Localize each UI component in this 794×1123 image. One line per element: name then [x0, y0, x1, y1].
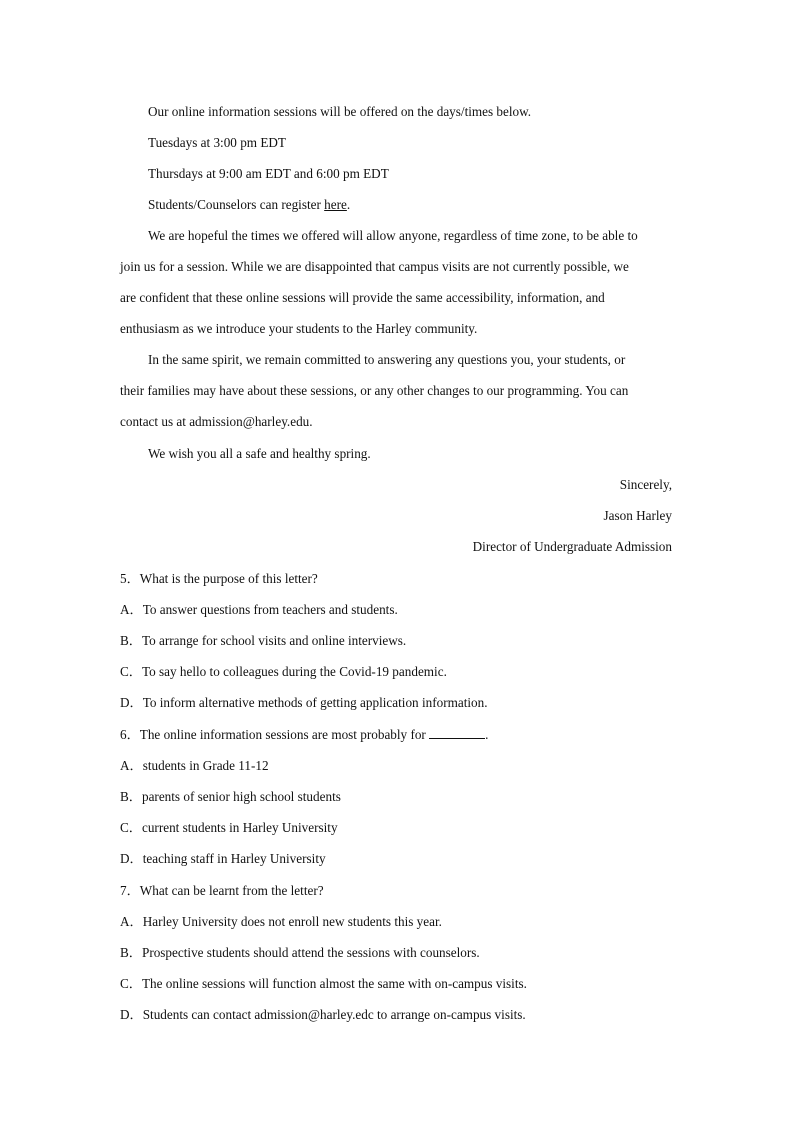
question-5-option-a: A．To answer questions from teachers and students. — [120, 602, 398, 617]
question-6-stem-end: . — [485, 727, 489, 742]
question-5-stem: 5．What is the purpose of this letter? — [120, 571, 318, 586]
answer-blank — [429, 726, 485, 739]
question-7-option-c: C．The online sessions will function almost the same with on-campus visits. — [120, 976, 527, 991]
paragraph-1-line-3: are confident that these online sessions will provide the same accessibility, information, and — [120, 290, 605, 305]
question-5-option-d: D．To inform alternative methods of getting application information. — [120, 695, 488, 710]
question-5-option-b: B．To arrange for school visits and online interviews. — [120, 633, 407, 648]
register-link[interactable]: here — [324, 197, 347, 212]
paragraph-2-line-1: In the same spirit, we remain committed to answering any questions you, your students, or — [148, 352, 626, 367]
sign-off: Sincerely, — [619, 477, 672, 492]
question-6-line — [120, 726, 672, 744]
schedule-tuesday: Tuesdays at 3:00 pm EDT — [148, 135, 286, 150]
question-7-option-b: B．Prospective students should attend the sessions with counselors. — [120, 945, 480, 960]
question-5-option-c: C．To say hello to colleagues during the Covid-19 pandemic. — [120, 664, 447, 679]
question-6-option-c: C．current students in Harley University — [120, 820, 338, 835]
letter-intro: Our online information sessions will be offered on the days/times below. — [148, 104, 532, 119]
register-prefix: Students/Counselors can register — [148, 197, 325, 212]
question-6-option-b: B．parents of senior high school students — [120, 789, 341, 804]
question-6-option-a: A．students in Grade 11-12 — [120, 758, 269, 773]
schedule-thursday: Thursdays at 9:00 am EDT and 6:00 pm EDT — [148, 166, 389, 181]
signer-title: Director of Undergraduate Admission — [472, 539, 672, 554]
closing-wish: We wish you all a safe and healthy spring. — [148, 446, 371, 461]
question-7-option-a: A．Harley University does not enroll new students this year. — [120, 914, 442, 929]
question-7-option-d: D．Students can contact admission@harley.edc to arrange on-campus visits. — [120, 1007, 526, 1022]
question-6-stem: 6．The online information sessions are most probably for — [120, 727, 426, 742]
paragraph-1-line-2: join us for a session. While we are disappointed that campus visits are not currently possible, we — [120, 259, 629, 274]
paragraph-2-line-2: their families may have about these sessions, or any other changes to our programming. You can — [120, 383, 629, 398]
paragraph-1-line-4: enthusiasm as we introduce your students to the Harley community. — [120, 321, 478, 336]
register-suffix: . — [346, 197, 351, 212]
signer-name: Jason Harley — [603, 508, 672, 523]
paragraph-1-line-1: We are hopeful the times we offered will allow anyone, regardless of time zone, to be able to — [148, 228, 638, 243]
question-7-stem: 7．What can be learnt from the letter? — [120, 883, 324, 898]
register-line — [148, 196, 672, 214]
question-6-option-d: D．teaching staff in Harley University — [120, 851, 326, 866]
paragraph-2-line-3: contact us at admission@harley.edu. — [120, 414, 313, 429]
